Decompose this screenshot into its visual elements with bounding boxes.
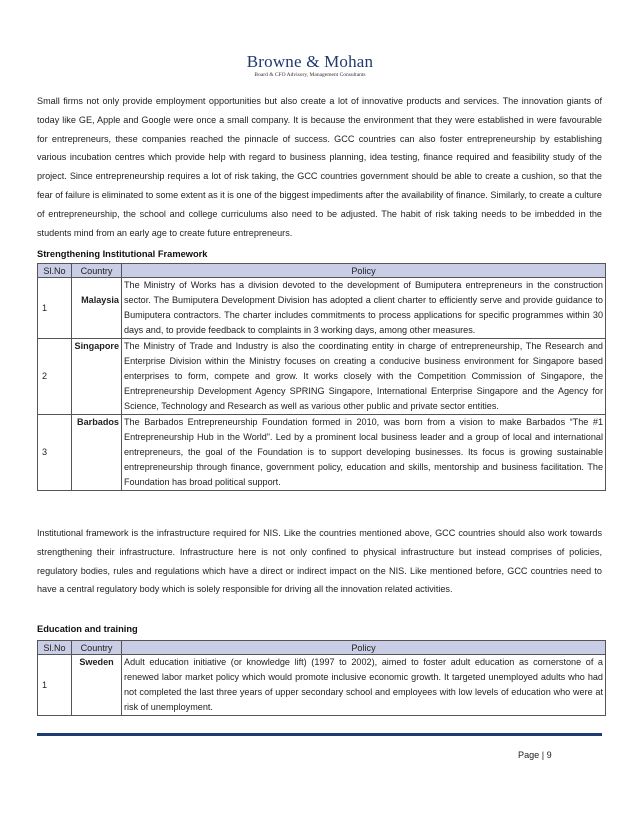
- row-number: 2: [38, 339, 72, 415]
- row-policy: The Ministry of Trade and Industry is also the coordinating entity in charge of entrepreneurship, The Research and Enterprise Division within the Ministry focuses on creating a conducive business environment for Singapore based enterprises to form, compete and grow. It works closely with the Competition Commission of Singapore, the Entrepreneurship Development Agency SPRING Singapore, International Enterprise Singapore and the Agency for Science, Technology and Research as well as various other public and private sector entities.: [122, 339, 606, 415]
- column-header-country: Country: [72, 264, 122, 278]
- table-row: [38, 278, 606, 339]
- logo-subtitle: Board & CFO Advisory, Management Consultants: [254, 72, 366, 78]
- footer-divider: [37, 733, 602, 736]
- institutional-framework-paragraph: Institutional framework is the infrastructure required for NIS. Like the countries mentioned above, GCC countries should also work towards strengthening their infrastructure. Infrastructure here is not only confined to physical infrastructure but instead comprises of policies, regulatory bodies, rules and regulations which have a direct or indirect impact on the NIS. Like mentioned before, GCC countries need to have a central regulatory body which is solely responsible for driving all the innovation related activities.: [37, 528, 602, 595]
- column-header-policy: Policy: [122, 264, 606, 278]
- row-number: 1: [38, 655, 72, 716]
- column-header-slno: Sl.No: [38, 264, 72, 278]
- row-policy: The Ministry of Works has a division devoted to the development of Bumiputera entrepreneurs in the construction sector. The Bumiputera Development Division has adopted a client charter to efficiently serve and provide guidance to Bumiputera contractors. The charter includes commitments to process applications for specific programmes within 30 days and, to provide feedback to complaints in 3 working days, among other measures.: [122, 278, 606, 339]
- column-header-slno: Sl.No: [38, 641, 72, 655]
- table-row: [38, 415, 606, 491]
- row-number: 3: [38, 415, 72, 491]
- intro-paragraph: Small firms not only provide employment opportunities but also create a lot of innovative products and services. The innovation giants of today like GE, Apple and Google were once a small company. It is because the environment that they were established in were favourable for entrepreneurs, these companies reached the pinnacle of success. GCC countries can also foster entrepreneurship by establishing various incubation centres which provide help with regard to business planning, idea testing, finance required and feasibility study of the project. Since entrepreneurship requires a lot of risk taking, the GCC countries government should be able to create a cushion, so that the fear of failure is eliminated to some extent as it is one of the biggest impediments after the availability of finance. Similarly, to create a culture of entrepreneurship, the school and college curriculums also need to be adjusted. The habit of risk taking needs to be imbedded in the students mind from an early age to create future entrepreneurs.: [37, 96, 602, 238]
- row-country: Barbados: [72, 415, 122, 491]
- table-row: [38, 655, 606, 716]
- row-policy: The Barbados Entrepreneurship Foundation formed in 2010, was born from a vision to make Barbados “The #1 Entrepreneurship Hub in the World”. Led by a prominent local business leader and a group of local and international entrepreneurs, the goal of the Foundation is to support developing businesses. Its focus is growing sustainable entrepreneurship through finance, government policy, education and skills, mentorship and business facilitation. The Foundation has broad political support.: [122, 415, 606, 491]
- row-country: Sweden: [72, 655, 122, 716]
- table-row: [38, 339, 606, 415]
- logo-title: Browne & Mohan: [246, 52, 374, 71]
- column-header-country: Country: [72, 641, 122, 655]
- section-heading-institutional: Strengthening Institutional Framework: [37, 249, 208, 259]
- row-number: 1: [38, 278, 72, 339]
- table-header-row: [38, 641, 606, 655]
- column-header-policy: Policy: [122, 641, 606, 655]
- page-number: Page | 9: [518, 750, 552, 760]
- row-country: Singapore: [72, 339, 122, 415]
- section-heading-education: Education and training: [37, 624, 138, 634]
- institutional-policy-table: [37, 263, 606, 491]
- table-header-row: [38, 264, 606, 278]
- row-country: Malaysia: [72, 278, 122, 339]
- row-policy: Adult education initiative (or knowledge lift) (1997 to 2002), aimed to foster adult education as cornerstone of a renewed labor market policy which would promote inclusive economic growth. It targeted unemployed adults who had not completed the last three years of upper secondary school and employees with low levels of education who were at risk of unemployment.: [122, 655, 606, 716]
- education-policy-table: [37, 640, 606, 716]
